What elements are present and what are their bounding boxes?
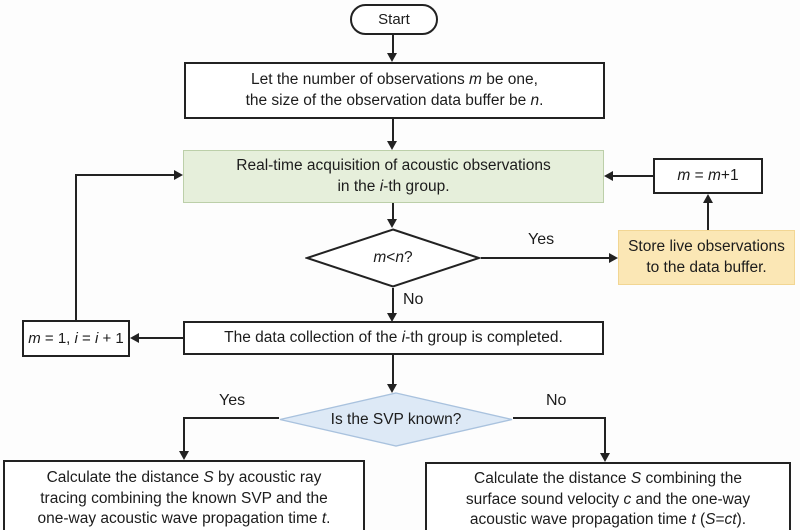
init-box xyxy=(184,62,605,119)
connector-increment-acquire xyxy=(612,175,653,177)
connector-svpno-vertical xyxy=(604,417,606,454)
store-box-label: Store live observations to the data buffer. xyxy=(628,238,785,276)
calc-ray-box-label: Calculate the distance S by acoustic ray tracing combining the known SVP and the one-way acoustic wave propagation time t. xyxy=(37,469,331,528)
svp-check-diamond xyxy=(278,392,514,447)
svp-yes-label: Yes xyxy=(219,392,246,409)
store-box xyxy=(618,230,795,285)
calc-surface-box-label: Calculate the distance S combining the surface sound velocity c and the one-way acoustic wave propagation time t (S=ct). xyxy=(465,470,751,529)
increment-box xyxy=(653,158,763,194)
acquire-box xyxy=(183,150,604,203)
connector-collected-svpcheck xyxy=(392,355,394,385)
connector-svpyes-horizontal xyxy=(183,417,279,419)
collected-box xyxy=(183,321,604,355)
connector-init-acquire xyxy=(392,119,394,142)
buffer-no-label: No xyxy=(403,291,424,308)
arrowhead-buffercheck-store xyxy=(609,253,618,263)
acquire-box-label: Real-time acquisition of acoustic observations in the i-th group. xyxy=(236,157,551,195)
start-node-label: Start xyxy=(378,10,410,28)
increment-box-label: m = m+1 xyxy=(677,166,739,184)
connector-svpno-horizontal xyxy=(513,417,606,419)
buffer-check-diamond xyxy=(305,228,481,288)
connector-acquire-buffercheck xyxy=(392,203,394,220)
connector-svpyes-vertical xyxy=(183,417,185,452)
connector-collected-reset xyxy=(138,337,183,339)
arrowhead-acquire-buffercheck xyxy=(387,219,397,228)
arrowhead-svpno-calcsurface xyxy=(600,453,610,462)
buffer-check-label: m < n ? xyxy=(373,249,413,266)
arrowhead-collected-reset xyxy=(130,333,139,343)
start-node xyxy=(350,4,438,35)
collected-box-label: The data collection of the i-th group is completed. xyxy=(224,328,563,346)
reset-box xyxy=(22,320,130,357)
arrowhead-start-init xyxy=(387,53,397,62)
init-box-label: Let the number of observations m be one, the size of the observation data buffer be n. xyxy=(245,71,544,109)
arrowhead-reset-acquire xyxy=(174,170,183,180)
connector-reset-loop-vertical xyxy=(75,175,77,320)
arrowhead-increment-acquire xyxy=(604,171,613,181)
arrowhead-svpyes-calcray xyxy=(179,451,189,460)
connector-buffercheck-store xyxy=(481,257,610,259)
connector-reset-loop-horizontal xyxy=(75,174,175,176)
arrowhead-init-acquire xyxy=(387,141,397,150)
svp-check-label: Is the SVP known? xyxy=(330,410,462,428)
connector-start-init xyxy=(392,35,394,55)
calc-surface-box xyxy=(425,462,791,530)
svp-no-label: No xyxy=(546,392,567,409)
buffer-yes-label: Yes xyxy=(528,231,555,248)
calc-ray-box xyxy=(3,460,365,530)
connector-store-increment xyxy=(707,202,709,230)
arrowhead-store-increment xyxy=(703,194,713,203)
connector-buffercheck-collected xyxy=(392,288,394,314)
reset-box-label: m = 1, i = i + 1 xyxy=(28,329,124,347)
